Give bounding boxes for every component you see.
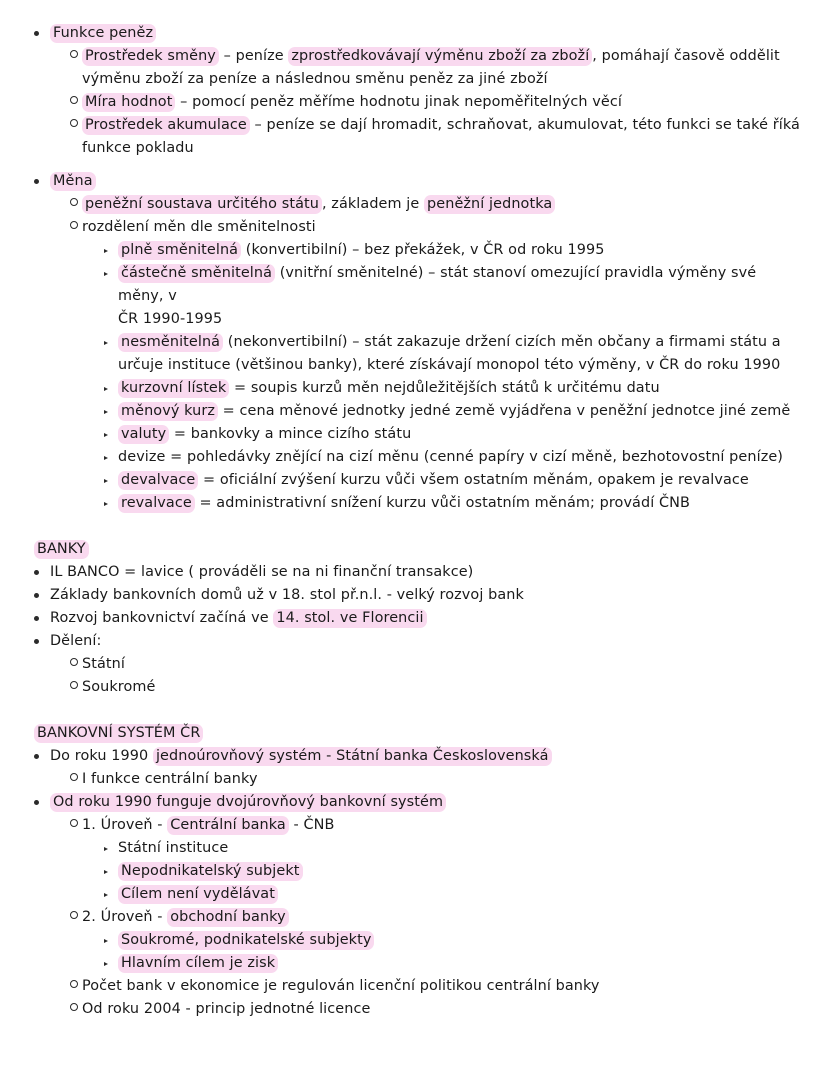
bullet-circle-icon: [70, 676, 78, 699]
plain-text: Státní instituce: [118, 840, 229, 856]
plain-text: určuje instituce (většinou banky), které získávají monopol této výměny, v ČR do roku 1990: [118, 357, 781, 373]
outline-item-l3: [14, 860, 802, 883]
bullet-circle-icon: [70, 975, 78, 998]
highlighted-text: zprostředkovávají výměnu zboží za zboží: [288, 47, 592, 66]
bullet-triangle-icon: [104, 378, 108, 401]
outline-item-l2: [14, 906, 802, 929]
bullet-dot-icon: [34, 584, 39, 607]
bullet-triangle-icon: [104, 493, 108, 516]
outline-item-l1: [14, 791, 802, 814]
outline-item-l3: [14, 377, 802, 400]
highlighted-text: měnový kurz: [118, 402, 218, 421]
highlighted-text: valuty: [118, 425, 169, 444]
outline-item-l3: [14, 262, 802, 308]
plain-text: Od roku 2004 - princip jednotné licence: [82, 1001, 371, 1017]
plain-text: , pomáhají časově oddělit: [592, 48, 780, 64]
bullet-triangle-icon: [104, 470, 108, 493]
outline-item-l2: [14, 975, 802, 998]
plain-text: ČR 1990-1995: [118, 311, 223, 327]
highlighted-text: Centrální banka: [167, 816, 289, 835]
outline-item-l3: [14, 469, 802, 492]
section-spacer: [14, 515, 802, 538]
bullet-triangle-icon: [104, 263, 108, 286]
bullet-circle-icon: [70, 814, 78, 837]
document-content: [14, 22, 802, 1021]
highlighted-text: Funkce peněz: [50, 24, 156, 43]
plain-text: 2. Úroveň -: [82, 909, 168, 925]
highlighted-text: plně směnitelná: [118, 241, 241, 260]
outline-item-l3: [14, 952, 802, 975]
bullet-circle-icon: [70, 45, 78, 68]
highlighted-text: Měna: [50, 172, 96, 191]
bullet-dot-icon: [34, 791, 39, 814]
plain-text: IL BANCO = lavice ( prováděli se na ni finanční transakce): [50, 564, 474, 580]
section-spacer: [14, 160, 802, 170]
outline-item-l1: [14, 607, 802, 630]
bullet-dot-icon: [34, 607, 39, 630]
bullet-triangle-icon: [104, 838, 108, 861]
highlighted-text: jednoúrovňový systém - Státní banka Československá: [153, 747, 552, 766]
plain-text: Dělení:: [50, 633, 102, 649]
outline-item-l3: [14, 423, 802, 446]
outline-item-l2: [14, 45, 802, 68]
highlighted-text: nesměnitelná: [118, 333, 223, 352]
outline-item-l3: [14, 446, 802, 469]
outline-item-l2: [14, 114, 802, 137]
plain-text: 1. Úroveň -: [82, 817, 168, 833]
bullet-triangle-icon: [104, 953, 108, 976]
highlighted-text: Cílem není vydělávat: [118, 885, 278, 904]
highlighted-text: Prostředek akumulace: [82, 116, 250, 135]
plain-text: – peníze: [218, 48, 289, 64]
plain-text: Do roku 1990: [50, 748, 153, 764]
section-heading: [14, 538, 802, 561]
highlighted-text: obchodní banky: [167, 908, 288, 927]
outline-item-l3: [14, 492, 802, 515]
plain-text: funkce pokladu: [82, 140, 194, 156]
outline-item-l1: [14, 584, 802, 607]
highlighted-text: 14. stol. ve Florencii: [273, 609, 426, 628]
outline-item-l1: [14, 170, 802, 193]
section-heading-text: BANKOVNÍ SYSTÉM ČR: [34, 724, 203, 743]
bullet-triangle-icon: [104, 447, 108, 470]
plain-text: Počet bank v ekonomice je regulován licenční politikou centrální banky: [82, 978, 600, 994]
bullet-triangle-icon: [104, 332, 108, 355]
highlighted-text: devalvace: [118, 471, 198, 490]
highlighted-text: Prostředek směny: [82, 47, 219, 66]
outline-item-continuation-l3: [14, 354, 802, 377]
outline-item-l3: [14, 331, 802, 354]
bullet-triangle-icon: [104, 861, 108, 884]
bullet-triangle-icon: [104, 930, 108, 953]
bullet-circle-icon: [70, 91, 78, 114]
plain-text: výměnu zboží za peníze a následnou směnu peněz za jiné zboží: [82, 71, 548, 87]
plain-text: Základy bankovních domů už v 18. stol př.n.l. - velký rozvoj bank: [50, 587, 524, 603]
outline-item-l2: [14, 814, 802, 837]
plain-text: = soupis kurzů měn nejdůležitějších států k určitému datu: [229, 380, 660, 396]
outline-item-l1: [14, 561, 802, 584]
section-heading-text: BANKY: [34, 540, 89, 559]
plain-text: – peníze se dají hromadit, schraňovat, akumulovat, této funkci se také říká: [249, 117, 800, 133]
outline-item-l2: [14, 193, 802, 216]
outline-item-l3: [14, 837, 802, 860]
bullet-dot-icon: [34, 745, 39, 768]
outline-item-l3: [14, 239, 802, 262]
bullet-circle-icon: [70, 216, 78, 239]
plain-text: Soukromé: [82, 679, 156, 695]
outline-item-continuation-l3: [14, 308, 802, 331]
plain-text: (vnitřní směnitelné) – stát stanoví omezující pravidla výměny své měny, v: [118, 265, 757, 304]
outline-item-l1: [14, 630, 802, 653]
plain-text: I funkce centrální banky: [82, 771, 258, 787]
bullet-triangle-icon: [104, 401, 108, 424]
outline-item-l2: [14, 676, 802, 699]
bullet-circle-icon: [70, 906, 78, 929]
plain-text: (nekonvertibilní) – stát zakazuje držení cizích měn občany a firmami státu a: [223, 334, 781, 350]
plain-text: Státní: [82, 656, 125, 672]
bullet-circle-icon: [70, 114, 78, 137]
outline-item-l3: [14, 929, 802, 952]
bullet-dot-icon: [34, 170, 39, 193]
plain-text: = administrativní snížení kurzu vůči ostatním měnám; provádí ČNB: [194, 495, 690, 511]
highlighted-text: Nepodnikatelský subjekt: [118, 862, 303, 881]
highlighted-text: kurzovní lístek: [118, 379, 229, 398]
bullet-triangle-icon: [104, 884, 108, 907]
plain-text: = cena měnové jednotky jedné země vyjádřena v peněžní jednotce jiné země: [218, 403, 791, 419]
section-spacer: [14, 699, 802, 722]
highlighted-text: Soukromé, podnikatelské subjekty: [118, 931, 374, 950]
outline-item-l3: [14, 883, 802, 906]
plain-text: (konvertibilní) – bez překážek, v ČR od roku 1995: [241, 242, 605, 258]
bullet-circle-icon: [70, 193, 78, 216]
bullet-dot-icon: [34, 561, 39, 584]
outline-item-l2: [14, 998, 802, 1021]
highlighted-text: Míra hodnot: [82, 93, 175, 112]
highlighted-text: peněžní jednotka: [424, 195, 555, 214]
bullet-circle-icon: [70, 768, 78, 791]
bullet-circle-icon: [70, 998, 78, 1021]
plain-text: = bankovky a mince cizího státu: [169, 426, 412, 442]
bullet-triangle-icon: [104, 240, 108, 263]
bullet-circle-icon: [70, 653, 78, 676]
outline-item-l2: [14, 91, 802, 114]
highlighted-text: Hlavním cílem je zisk: [118, 954, 278, 973]
outline-item-l3: [14, 400, 802, 423]
highlighted-text: Od roku 1990 funguje dvojúrovňový bankovní systém: [50, 793, 446, 812]
outline-item-l1: [14, 22, 802, 45]
outline-item-l2: [14, 768, 802, 791]
plain-text: Rozvoj bankovnictví začíná ve: [50, 610, 274, 626]
plain-text: rozdělení měn dle směnitelnosti: [82, 219, 316, 235]
plain-text: - ČNB: [288, 817, 335, 833]
plain-text: – pomocí peněz měříme hodnotu jinak nepoměřitelných věcí: [175, 94, 622, 110]
outline-item-l2: [14, 216, 802, 239]
bullet-dot-icon: [34, 630, 39, 653]
plain-text: devize = pohledávky znějící na cizí měnu (cenné papíry v cizí měně, bezhotovostní peníze): [118, 449, 784, 465]
outline-item-l2: [14, 653, 802, 676]
outline-item-l1: [14, 745, 802, 768]
outline-item-continuation-l2: [14, 137, 802, 160]
plain-text: = oficiální zvýšení kurzu vůči všem ostatním měnám, opakem je revalvace: [198, 472, 749, 488]
highlighted-text: částečně směnitelná: [118, 264, 275, 283]
section-heading: [14, 722, 802, 745]
plain-text: , základem je: [321, 196, 425, 212]
bullet-triangle-icon: [104, 424, 108, 447]
highlighted-text: peněžní soustava určitého státu: [82, 195, 322, 214]
highlighted-text: revalvace: [118, 494, 195, 513]
bullet-dot-icon: [34, 22, 39, 45]
outline-item-continuation-l2: [14, 68, 802, 91]
